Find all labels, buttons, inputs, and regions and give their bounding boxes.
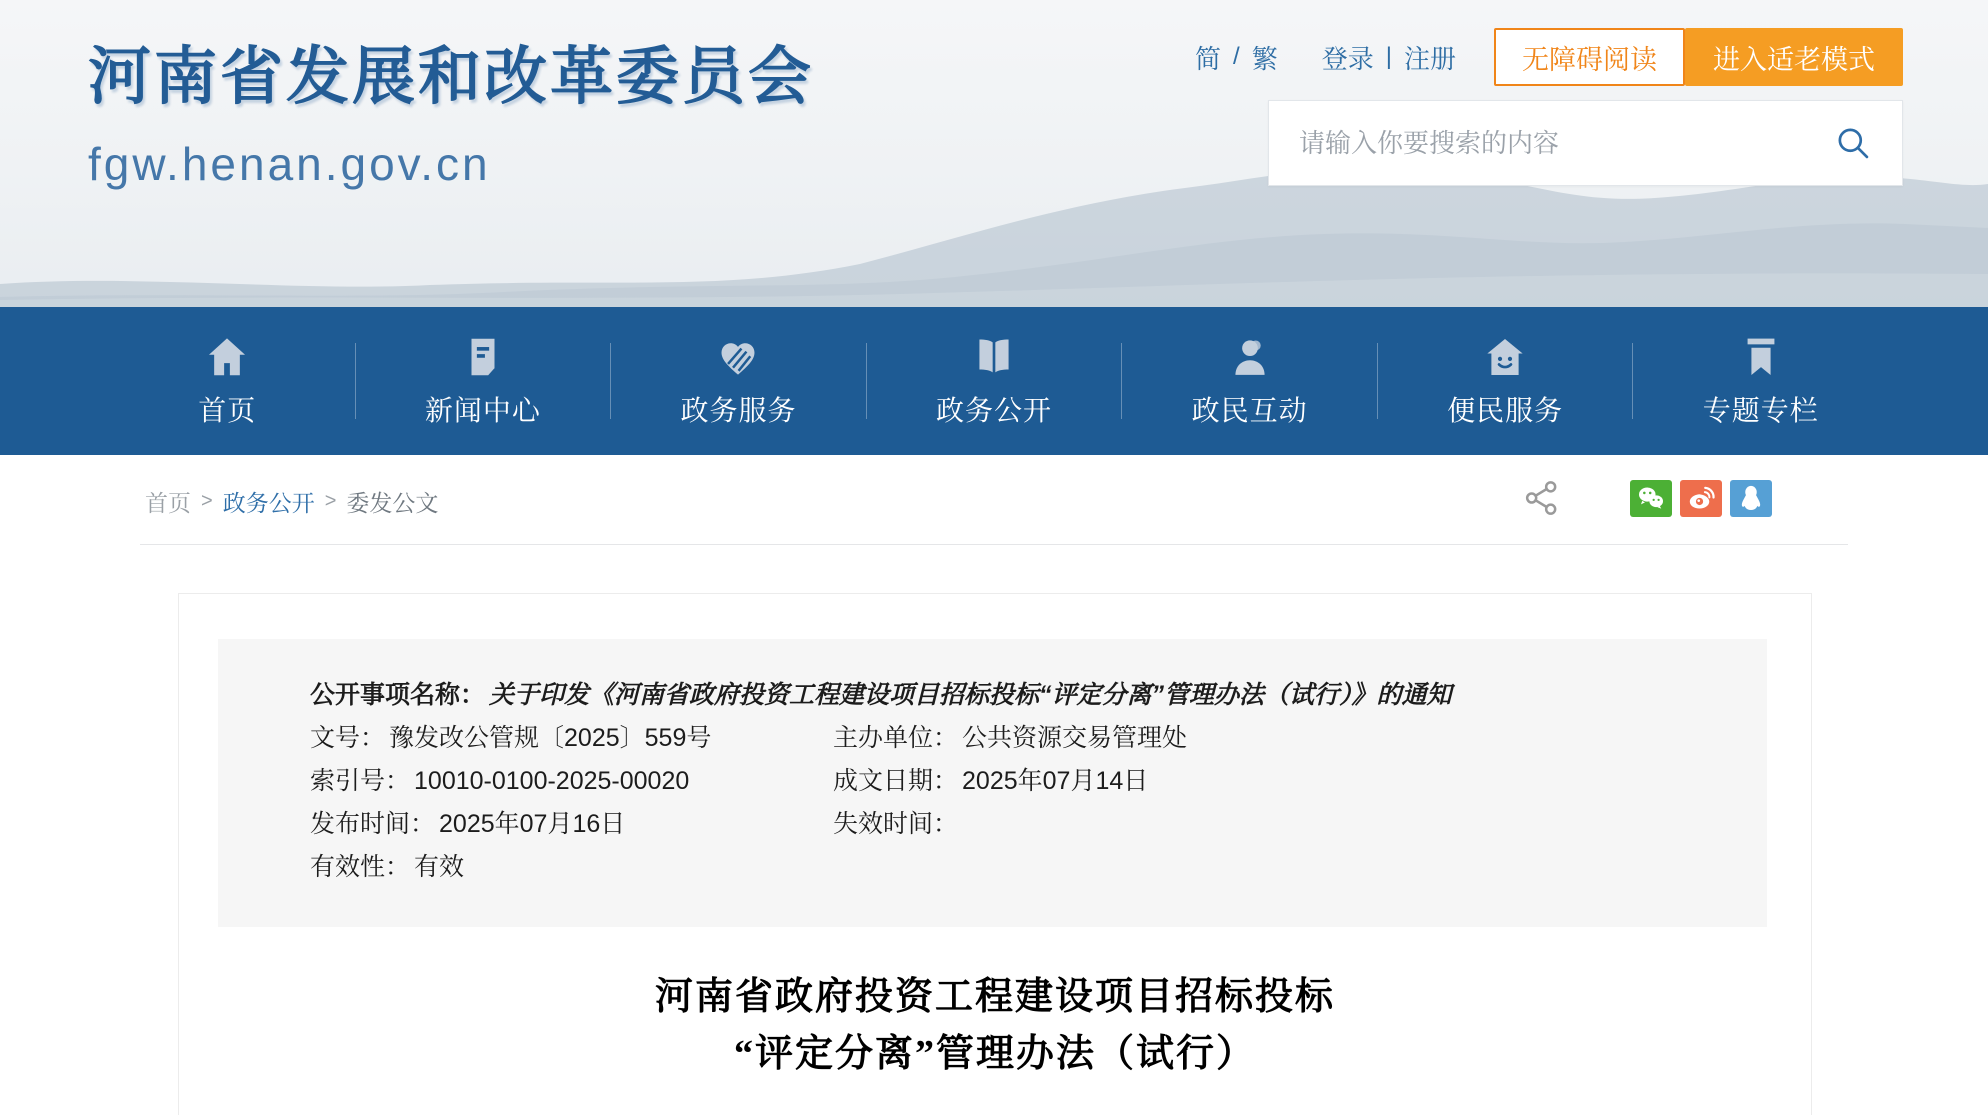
breadcrumb-separator: > [201,490,213,512]
header-top-links [1195,28,1903,86]
breadcrumb-divider [140,544,1848,545]
nav-item-label: 专题专栏 [1702,394,1819,426]
document-title [179,969,1811,1083]
meta-row [310,717,1727,760]
nav-item-public-interaction[interactable] [1122,307,1377,455]
qq-share-icon[interactable] [1730,480,1772,517]
lang-traditional-link[interactable]: 繁 [1251,43,1278,74]
breadcrumb-current-page: 委发公文 [346,490,439,516]
breadcrumb-gov-disclosure[interactable]: 政务公开 [222,490,315,516]
document-meta-box [218,639,1767,927]
open-book-icon [971,334,1017,380]
share-tools [1522,478,1772,518]
meta-label-organizer: 主办单位： [833,724,959,752]
register-link[interactable]: 注册 [1403,43,1456,74]
share-icon[interactable] [1522,478,1562,518]
site-url: fgw.henan.gov.cn [88,138,491,190]
service-heart-icon [715,334,761,380]
nav-item-label: 便民服务 [1447,394,1564,426]
bookmark-icon [1738,334,1784,380]
news-icon [460,334,506,380]
nav-item-convenience-services[interactable] [1378,307,1633,455]
search-input[interactable] [1299,128,1834,159]
site-name: 河南省发展和改革委员会 [88,42,814,112]
main-navigation [0,307,1988,455]
meta-value-publish-date: 2025年07月16日 [439,810,626,838]
lang-separator: / [1233,43,1240,70]
meta-label-doc-number: 文号： [310,724,386,752]
breadcrumb-separator: > [324,490,337,512]
meta-row [310,803,1727,846]
meta-row-validity [310,846,1727,889]
home-icon [204,334,250,380]
meta-label-validity: 有效性： [310,853,411,881]
breadcrumb-home[interactable]: 首页 [145,490,191,516]
accessibility-reading-button[interactable]: 无障碍阅读 [1494,28,1685,86]
site-header [0,0,1988,307]
document-content-box [178,593,1812,1115]
nav-item-label: 政务服务 [680,394,797,426]
document-title-line1: 河南省政府投资工程建设项目招标投标 [654,976,1335,1018]
weibo-share-icon[interactable] [1680,480,1722,517]
search-icon[interactable] [1834,124,1872,162]
wechat-share-icon[interactable] [1630,480,1672,517]
meta-label-expiry: 失效时间： [833,810,959,838]
nav-item-government-services[interactable] [611,307,866,455]
meta-value-doc-number: 豫发改公管规〔2025〕559号 [389,724,712,752]
meta-row [310,760,1727,803]
meta-row-name [310,674,1727,717]
document-title-line2: “评定分离”管理办法（试行） [733,1033,1256,1075]
meta-label-name: 公开事项名称： [310,681,486,709]
meta-value-organizer: 公共资源交易管理处 [962,724,1188,752]
meta-value-index: 10010-0100-2025-00020 [414,767,690,795]
nav-item-label: 政民互动 [1191,394,1308,426]
person-icon [1227,334,1273,380]
meta-label-publish-date: 发布时间： [310,810,436,838]
nav-item-label: 首页 [198,394,257,426]
nav-item-news-center[interactable] [356,307,611,455]
login-separator: | [1385,43,1392,70]
meta-value-name: 关于印发《河南省政府投资工程建设项目招标投标“评定分离”管理办法（试行）》的通知 [489,681,1452,709]
meta-value-written-date: 2025年07月14日 [962,767,1149,795]
breadcrumb [145,485,438,518]
nav-item-special-topics[interactable] [1633,307,1888,455]
search-box [1268,100,1903,186]
nav-item-government-disclosure[interactable] [867,307,1122,455]
house-smile-icon [1482,334,1528,380]
login-link[interactable]: 登录 [1321,43,1374,74]
meta-label-index: 索引号： [310,767,411,795]
meta-label-written-date: 成文日期： [833,767,959,795]
meta-value-validity: 有效 [414,853,465,881]
elder-mode-button[interactable]: 进入适老模式 [1685,28,1903,86]
breadcrumb-row [0,455,1988,545]
nav-item-label: 新闻中心 [424,394,541,426]
site-logo[interactable] [88,26,814,191]
lang-simplified-link[interactable]: 简 [1195,43,1222,74]
nav-item-home[interactable] [100,307,355,455]
nav-item-label: 政务公开 [936,394,1053,426]
